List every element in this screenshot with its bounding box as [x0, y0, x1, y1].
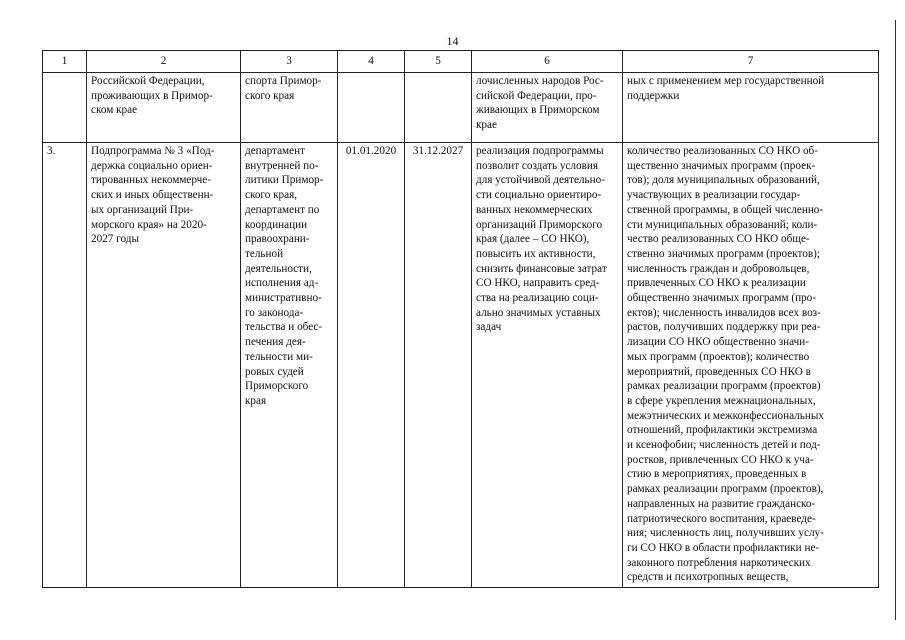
table-row — [43, 73, 879, 143]
start-date — [338, 73, 405, 143]
responsible-executor: спорта Примор- ского края — [241, 73, 338, 143]
program-name: Российской Федерации, проживающих в Примор- ском крае — [87, 73, 241, 143]
responsible-executor: департамент внутренней по- литики Примор- ского края, департамент по координации правоохрани- тельной деятельности, исполнения ад- министративно- го законода- тельства и обес- печения дея- тельности ми- ровых судей Приморского края — [241, 143, 338, 588]
header-col-1: 1 — [43, 51, 87, 73]
expected-result: лочисленных народов Рос- сийской Федерации, про- живающих в Приморском крае — [472, 73, 623, 143]
table-row — [43, 143, 879, 588]
program-name: Подпрограмма № 3 «Под- держка социально ориен- тированных некоммерче- ских и иных общественн- ых организаций При- морского края» на 2020- 2027 годы — [87, 143, 241, 588]
header-col-2: 2 — [87, 51, 241, 73]
page-number: 14 — [446, 34, 459, 48]
header-col-6: 6 — [472, 51, 623, 73]
row-number — [43, 73, 87, 143]
program-table — [42, 50, 879, 588]
header-col-7: 7 — [623, 51, 879, 73]
header-col-3: 3 — [241, 51, 338, 73]
start-date: 01.01.2020 — [338, 143, 405, 588]
scan-edge-line — [895, 20, 896, 620]
end-date: 31.12.2027 — [405, 143, 472, 588]
header-col-5: 5 — [405, 51, 472, 73]
indicators: количество реализованных СО НКО об- щественно значимых программ (проек- тов); доля муниципальных образований, участвующих в реализации государ- ственной программы, в общей численно- сти муниципальных образований; коли- чество реализованных СО НКО обще- ственно значимых программ (проектов); численность граждан и добровольцев, привлеченных СО НКО к реализации общественно значимых программ (про- ектов); численность инвалидов всех воз- растов, получивших поддержку при реа- лизации СО НКО общественно значи- мых программ (проектов); количество мероприятий, проведенных СО НКО в рамках реализации программ (проектов) в сфере укрепления межнациональных, межэтнических и межконфессиональных отношений, профилактики экстремизма и ксенофобии; численность детей и под- ростков, привлеченных СО НКО к уча- стию в мероприятиях, проведенных в рамках реализации программ (проектов), направленных на развитие гражданско- патриотического воспитания, краеведе- ния; численность лиц, получивших услу- ги СО НКО в области профилактики не- законного потребления наркотических средств и психотропных веществ, — [623, 143, 879, 588]
row-number: 3. — [43, 143, 87, 588]
end-date — [405, 73, 472, 143]
header-row — [43, 51, 879, 73]
expected-result: реализация подпрограммы позволит создать условия для устойчивой деятельно- сти социально ориентиро- ванных некоммерческих организаций Приморского края (далее – СО НКО), повысить их активности, снизить финансовые затрат СО НКО, направить сред- ства на реализацию соци- ально значимых уставных задач — [472, 143, 623, 588]
indicators: ных с применением мер государственной поддержки — [623, 73, 879, 143]
header-col-4: 4 — [338, 51, 405, 73]
